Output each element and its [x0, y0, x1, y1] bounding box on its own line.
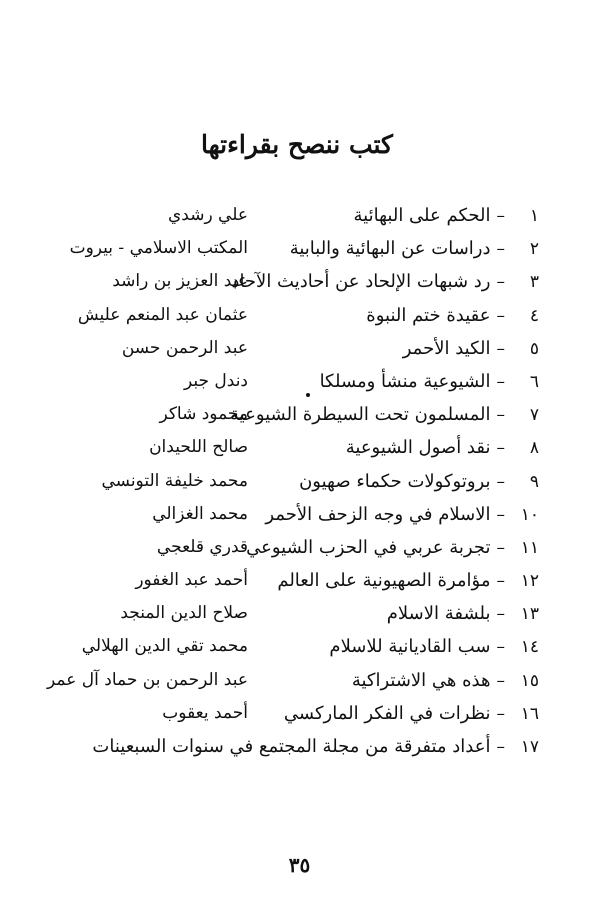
- book-title: نظرات في الفكر الماركسي: [283, 702, 491, 724]
- book-row: [39, 365, 539, 398]
- book-row: [39, 597, 539, 630]
- book-row: [39, 431, 539, 464]
- book-author: محمود شاكر: [159, 404, 248, 425]
- book-number: ٣: [529, 272, 539, 293]
- dash-separator: –: [496, 338, 505, 359]
- book-title: رد شبهات الإلحاد عن أحاديث الآحاد: [231, 271, 491, 293]
- dash-separator: –: [496, 670, 505, 691]
- book-title: أعداد متفرقة من مجلة المجتمع في سنوات السبعينات: [92, 736, 491, 757]
- book-row: [39, 332, 539, 365]
- book-title: الشيوعية منشأ ومسلكا: [319, 370, 491, 392]
- dash-separator: –: [496, 438, 505, 459]
- dash-separator: –: [496, 272, 505, 293]
- book-number: ١٤: [520, 637, 539, 658]
- book-author: محمد الغزالي: [152, 503, 248, 524]
- dash-separator: –: [496, 471, 505, 492]
- book-author: قدري قلعجي: [156, 536, 248, 557]
- dash-separator: –: [496, 504, 505, 525]
- book-number: ٨: [529, 438, 539, 459]
- book-number: ١٢: [520, 571, 539, 592]
- book-row: [39, 398, 539, 431]
- dash-separator: –: [496, 371, 505, 392]
- book-title: نقد أصول الشيوعية: [345, 437, 491, 459]
- book-title: بروتوكولات حكماء صهيون: [299, 470, 491, 492]
- dash-separator: –: [496, 405, 505, 426]
- book-author: محمد خليفة التونسي: [101, 470, 248, 491]
- book-number: ٩: [529, 471, 539, 492]
- book-author: المكتب الاسلامي - بيروت: [69, 238, 248, 259]
- book-number: ٥: [529, 338, 539, 359]
- book-number: ١١: [520, 537, 539, 558]
- recommended-books-list: [39, 199, 539, 763]
- book-row: [39, 265, 539, 298]
- book-row: [39, 531, 539, 564]
- book-number: ٢: [529, 239, 539, 260]
- book-number: ١: [529, 206, 539, 226]
- book-number: ١٧: [520, 737, 539, 757]
- book-number: ١٦: [520, 703, 539, 724]
- book-row: [39, 498, 539, 531]
- book-author: صلاح الدين المنجد: [120, 603, 248, 624]
- book-author: أحمد عبد الغفور: [135, 570, 248, 591]
- page-number: ٣٥: [288, 853, 311, 877]
- book-title: سب القاديانية للاسلام: [329, 636, 491, 658]
- book-author: علي رشدي: [167, 205, 248, 225]
- dash-separator: –: [496, 571, 505, 592]
- book-row: [39, 299, 539, 332]
- book-title: هذه هي الاشتراكية: [351, 669, 491, 691]
- book-number: ١٠: [520, 504, 539, 525]
- book-title: تجربة عربي في الحزب الشيوعي: [246, 536, 491, 558]
- book-row: [39, 630, 539, 663]
- book-author: أحمد يعقوب: [162, 702, 248, 723]
- book-number: ١٣: [520, 604, 539, 625]
- page-title: كتب ننصح بقراءتها: [201, 130, 393, 159]
- book-title: بلشفة الاسلام: [386, 603, 491, 625]
- book-author: عبد الرحمن بن حماد آل عمر: [47, 669, 248, 690]
- book-row: [39, 697, 539, 730]
- dash-separator: –: [496, 637, 505, 658]
- book-title: دراسات عن البهائية والبابية: [289, 238, 491, 260]
- book-number: ٤: [529, 305, 539, 326]
- book-number: ١٥: [520, 670, 539, 691]
- book-title: الحكم على البهائية: [353, 205, 491, 226]
- dash-separator: –: [496, 604, 505, 625]
- book-row: [39, 664, 539, 697]
- book-title: الكيد الأحمر: [402, 337, 491, 359]
- book-author: صالح اللحيدان: [149, 437, 248, 458]
- book-row: [39, 199, 539, 232]
- book-author: دندل جبر: [184, 370, 248, 391]
- book-number: ٧: [529, 405, 539, 426]
- book-author: محمد تقي الدين الهلالي: [81, 636, 248, 657]
- book-number: ٦: [529, 371, 539, 392]
- dash-separator: –: [496, 737, 505, 757]
- book-row: [39, 232, 539, 265]
- book-title: عقيدة ختم النبوة: [366, 304, 491, 326]
- book-author: عبد العزيز بن راشد: [112, 271, 248, 292]
- ink-dot: [306, 393, 310, 397]
- book-row: [39, 564, 539, 597]
- dash-separator: –: [496, 305, 505, 326]
- book-title: مؤامرة الصهيونية على العالم: [277, 570, 491, 592]
- dash-separator: –: [496, 537, 505, 558]
- book-row: [39, 730, 539, 763]
- book-title: المسلمون تحت السيطرة الشيوعية: [230, 404, 491, 426]
- dash-separator: –: [496, 206, 505, 226]
- book-row: [39, 465, 539, 498]
- book-author: عثمان عبد المنعم عليش: [77, 304, 248, 325]
- dash-separator: –: [496, 703, 505, 724]
- book-title: الاسلام في وجه الزحف الأحمر: [265, 503, 491, 525]
- dash-separator: –: [496, 239, 505, 260]
- book-author: عبد الرحمن حسن: [121, 337, 248, 358]
